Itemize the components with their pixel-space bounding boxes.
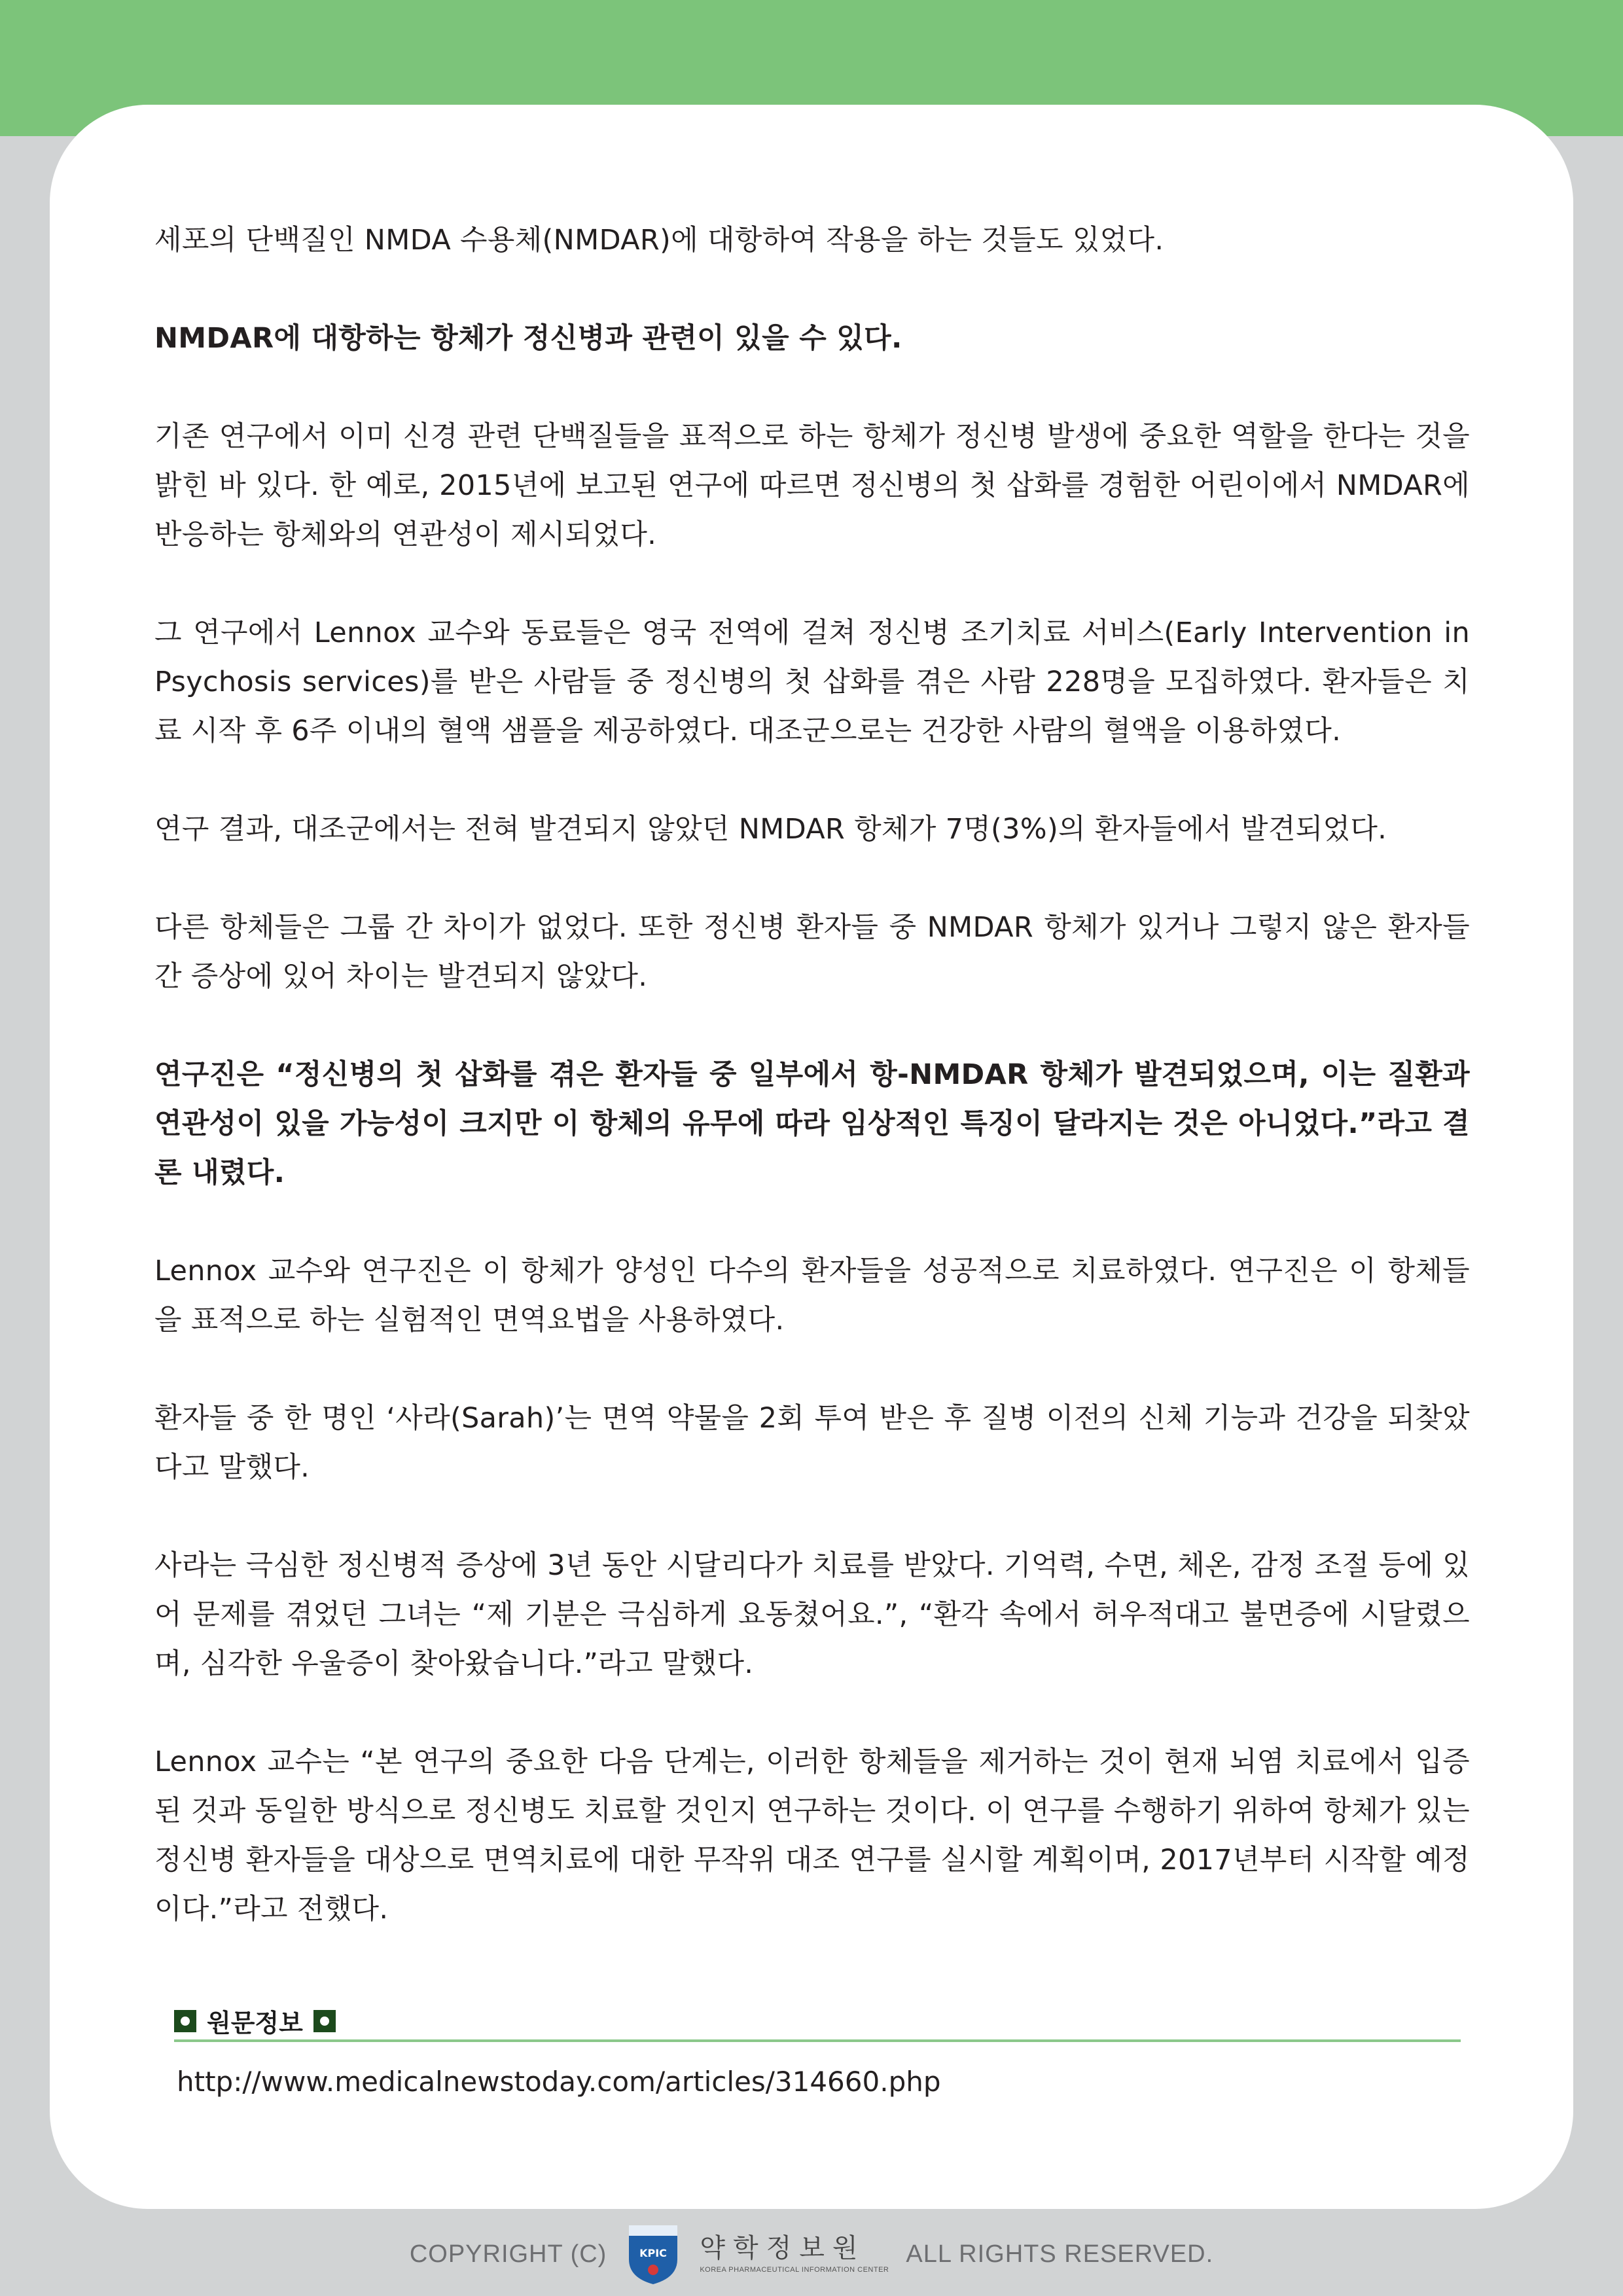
- bullet-icon: [174, 2010, 196, 2032]
- paragraph: 환자들 중 한 명인 ‘사라(Sarah)’는 면역 약물을 2회 투여 받은 후 질병 이전의 신체 기능과 건강을 되찾았다고 말했다.: [154, 1402, 1470, 1484]
- paragraph: 그 연구에서 Lennox 교수와 동료들은 영국 전역에 걸쳐 정신병 조기치료 서비스(Early Intervention in Psychosis services)를 받은 사람들 중 정신병의 첫 삽화를 겪은 사람 228명을 모집하였다. 환자들은 치료 시작 후 6주 이내의 혈액 샘플을 제공하였다. 대조군으로는 건강한 사람의 혈액을 이용하였다.: [154, 617, 1470, 747]
- footer: [0, 2212, 1623, 2296]
- bold-paragraph: 연구진은 “정신병의 첫 삽화를 겪은 환자들 중 일부에서 항-NMDAR 항체가 발견되었으며, 이는 질환과 연관성이 있을 가능성이 크지만 이 항체의 유무에 따라 임상적인 특징이 달라지는 것은 아니었다.”라고 결론 내렸다.: [154, 1058, 1470, 1189]
- paragraph: 세포의 단백질인 NMDA 수용체(NMDAR)에 대항하여 작용을 하는 것들도 있었다.: [154, 224, 1164, 257]
- bold-paragraph: NMDAR에 대항하는 항체가 정신병과 관련이 있을 수 있다.: [154, 322, 902, 355]
- paragraph: 다른 항체들은 그룹 간 차이가 없었다. 또한 정신병 환자들 중 NMDAR 항체가 있거나 그렇지 않은 환자들 간 증상에 있어 차이는 발견되지 않았다.: [154, 911, 1470, 993]
- source-section-header: [174, 2003, 1461, 2042]
- source-url-link[interactable]: http://www.medicalnewstoday.com/articles/314660.php: [177, 2066, 941, 2098]
- logo-name-en: KOREA PHARMACEUTICAL INFORMATION CENTER: [700, 2265, 889, 2274]
- logo-text: [700, 2235, 889, 2274]
- kpic-logo-icon: [624, 2221, 683, 2287]
- bullet-icon: [313, 2010, 336, 2032]
- paragraph: 연구 결과, 대조군에서는 전혀 발견되지 않았던 NMDAR 항체가 7명(3%)의 환자들에서 발견되었다.: [154, 813, 1387, 846]
- logo-badge-text: KPIC: [639, 2247, 668, 2259]
- article-body: [154, 216, 1470, 1983]
- copyright-left: COPYRIGHT (C): [409, 2240, 607, 2268]
- paragraph: 기존 연구에서 이미 신경 관련 단백질들을 표적으로 하는 항체가 정신병 발생에 중요한 역할을 한다는 것을 밝힌 바 있다. 한 예로, 2015년에 보고된 연구에 따르면 정신병의 첫 삽화를 경험한 어린이에서 NMDAR에 반응하는 항체와의 연관성이 제시되었다.: [154, 420, 1470, 551]
- paragraph: Lennox 교수와 연구진은 이 항체가 양성인 다수의 환자들을 성공적으로 치료하였다. 연구진은 이 항체들을 표적으로 하는 실험적인 면역요법을 사용하였다.: [154, 1255, 1470, 1336]
- source-title: 원문정보: [207, 2009, 303, 2037]
- paragraph: Lennox 교수는 “본 연구의 중요한 다음 단계는, 이러한 항체들을 제거하는 것이 현재 뇌염 치료에서 입증된 것과 동일한 방식으로 정신병도 치료할 것인지 연구하는 것이다. 이 연구를 수행하기 위하여 항체가 있는 정신병 환자들을 대상으로 면역치료에 대한 무작위 대조 연구를 실시할 계획이며, 2017년부터 시작할 예정이다.”라고 전했다.: [154, 1746, 1470, 1926]
- copyright-right: ALL RIGHTS RESERVED.: [906, 2240, 1214, 2268]
- source-title-row: [174, 2003, 1461, 2039]
- logo-name-kr: 약학정보원: [700, 2233, 866, 2263]
- paragraph: 사라는 극심한 정신병적 증상에 3년 동안 시달리다가 치료를 받았다. 기억력, 수면, 체온, 감정 조절 등에 있어 문제를 겪었던 그녀는 “제 기분은 극심하게 요동쳤어요.”, “환각 속에서 허우적대고 불면증에 시달렸으며, 심각한 우울증이 찾아왔습니다.”라고 말했다.: [154, 1549, 1470, 1680]
